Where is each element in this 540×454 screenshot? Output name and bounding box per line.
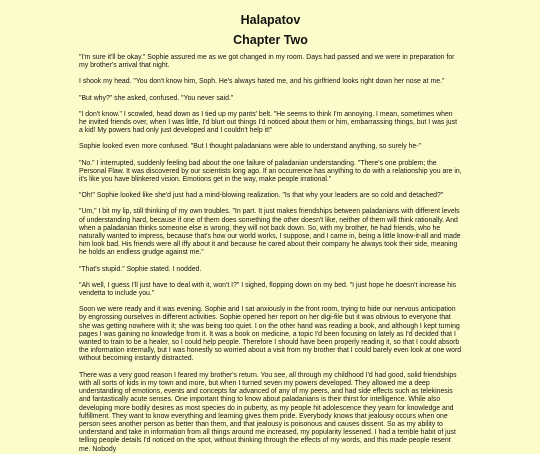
paragraph: "I don't know." I scowled, head down as I tied up my pants' belt. "He seems to think I'm annoying. I mean, sometimes when he invited friends over, when I was little, I'd blurt out things I'd noticed about them or him, embarrassing things, but I was just a kid! My powers had only just developed and I couldn't help it!" xyxy=(79,110,457,135)
paragraph: "No." I interrupted, suddenly feeling bad about the one failure of paladanian understanding. "There's one problem; the Personal Flaw. It was discovered by our scientists long ago. If an occurrence has anything to do with a relationship you are in, it's like you have blinkered vision. Emotions get in the way, make people irrational." xyxy=(79,159,462,184)
paragraph: I shook my head. "You don't know him, Soph. He's always hated me, and his girlfriend looks right down her nose at me." xyxy=(79,78,445,86)
paragraph: "But why?" she asked, confused. "You never said." xyxy=(79,94,234,102)
paragraph: "Um," I bit my lip, still thinking of my own troubles. "In part. It just makes friendships between paladanians with different levels of understanding hard, because if one of them does something the other doesn't like, neither of them will think rationally. And when a paladanian thinks someone else is wrong, they will not back down. So, with my brother, he had friends, who he naturally wanted to impress, because that's how our world works, I suppose, and I came in, being a little know-it-all and made him look bad. His friends were all iffy about it and because he cared about their company he always took their side, meaning he holds an endless grudge against me." xyxy=(79,208,461,257)
paragraph: Soon we were ready and it was evening. Sophie and I sat anxiously in the front room, trying to hide our nervous anticipation by engrossing ourselves in different activities. Sophie opened her report on her digi-file but it was obvious to everyone that she was getting nowhere with it; she was being too quiet. I on the other hand was reading a book, and although I kept turning pages I was gaining no knowledge from it. It was a book on medicine, a topic I'd been focusing on lately as I'd decided that I wanted to train to be a healer, so I could help people. Therefore I should have been properly reading it, so that I could absorb the information internally, but I was honestly so worried about a visit from my brother that I could barely even look at one word without becoming instantly distracted. xyxy=(79,306,462,363)
paragraph: "Oh!" Sophie looked like she'd just had a mind-blowing realization. "Is that why your leaders are so cold and detached?" xyxy=(79,192,444,200)
paragraph: Sophie looked even more confused. "But I thought paladanians were able to understand anything, so surely he-" xyxy=(79,143,421,151)
chapter-title: Chapter Two xyxy=(233,33,308,47)
book-title: Halapatov xyxy=(240,13,301,27)
paragraph: "I'm sure it'll be okay." Sophie assured me as we got changed in my room. Days had passed and we were in preparation for my brother's arrival that night. xyxy=(79,54,455,70)
paragraph: "Ah well, I guess I'll just have to deal with it, won't I?" I sighed, flopping down on my bed. "I just hope he doesn't increase his vendetta to include you." xyxy=(79,281,457,298)
paragraph: "That's stupid." Sophie stated. I nodded. xyxy=(79,265,202,273)
paragraph: There was a very good reason I feared my brother's return. You see, all through my childhood I'd had good, solid friendships with all sorts of kids in my town and more, but when I turned seven my powers developed. They allowed me a deep understanding of emotions, events and concepts far advanced of any of my peers, and had side effects such as telekinesis and fantastically acute senses. One important thing to know about paladanians is their thirst for intelligence. While also developing more bodily desires as most species do in puberty, as my people hit adolescence they yearn for knowledge and fulfillment. They want to know everything and learning gives them pride. Everybody knows that jealousy occurs when one person sees another person as better than them, and that jealousy is poisonous and causes dissent. So as my ability to understand and take in information from all things around me increased, my popularity lessened. I had a terrible habit of just telling people details I'd noticed on the spot, without thinking through the effects of my words, and this made people resent me. Nobody xyxy=(79,371,457,453)
